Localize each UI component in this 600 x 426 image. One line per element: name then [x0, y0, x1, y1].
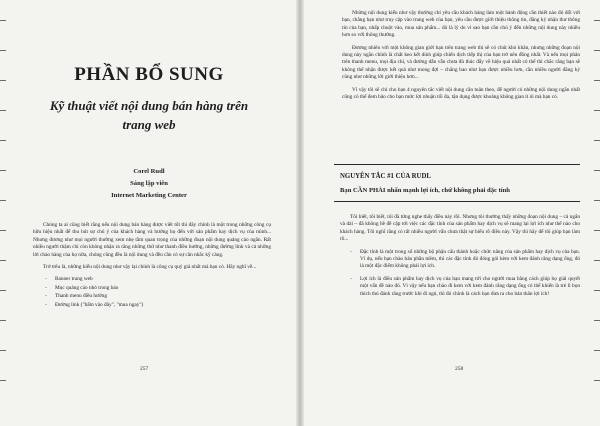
principle-block [340, 172, 580, 196]
edge-mark [0, 320, 6, 321]
edge-mark [594, 230, 600, 231]
edge-mark [0, 350, 6, 351]
edge-mark [594, 80, 600, 81]
principle-heading: NGUYÊN TẮC #1 CỦA RUDL [340, 173, 431, 180]
edge-mark [594, 290, 600, 291]
edge-mark [0, 140, 6, 141]
edge-mark [594, 50, 600, 51]
edge-mark [0, 200, 6, 201]
edge-mark [594, 110, 600, 111]
edge-mark [0, 170, 6, 171]
right-page [302, 0, 600, 426]
paragraph: Đương nhiên với một không gian giới hạn trên trang web thì sẽ có chút khó khăn, nhưng những đoạn nội dung này ngắn chính là chất keo kết dính giúp chiến dịch tiếp thị của bạn trở nên đồng nhất. Và nếu mọi phân trên thanh menu, mọi địa chỉ, và đường dẫn vẫn chưa đủ thúc đẩy về hiệu quả nhất có thể thì chắc rằng bạn sẽ không thể nhận được kết quả như mong đợi – chẳng bao như bạn được nhiều hơn, cần nhiều người đăng ký cũng như những lời giới thiệu hơn... [342, 44, 580, 81]
author-org: Internet Marketing Center [111, 192, 187, 199]
list-item: - Đường link ("bấm vào đây", "mua ngay") [45, 302, 271, 309]
author-role: Sáng lập viên [130, 180, 168, 187]
edge-mark [594, 320, 600, 321]
list-item: - Lợi ích là điều sản phẩm hay dịch vụ của bạn mang tới cho người mua bằng cách giúp họ giải quyết một vấn đề nào đó. Vì vậy nếu bạn chào đi kem với kem đánh răng dạng ống có thể khiến là trẻ lì bọn thích thú đánh răng trước khi đi ngủ, thì đó chính là cách bạn đưa ra cho bản thân lợi ích! [350, 276, 580, 298]
edge-mark [0, 20, 6, 21]
paragraph: Trở trêu là, những kiểu nội dung như vậy lại chính là công cụ quý giá nhất mà bạn có. Hãy nghĩ về... [43, 264, 257, 271]
definitions-list [340, 249, 580, 298]
examples-list [33, 276, 271, 309]
author-block [0, 166, 298, 202]
right-body-text [340, 214, 580, 303]
section-subtitle: Kỹ thuật viết nội dung bán hàng trên trang web [49, 98, 249, 132]
edge-mark [594, 140, 600, 141]
rule-bottom [334, 201, 580, 202]
left-edge-marks [0, 20, 10, 410]
right-top-text [342, 10, 580, 106]
edge-mark [0, 290, 6, 291]
edge-mark [594, 200, 600, 201]
list-item: - Đặc tính là một trong số những bộ phận cấu thành hoặc chức năng của sản phẩm hay dịch vụ của bạn. Ví dụ, nếu bạn chào bán phần mềm, thì các đặc tính đó đóng gói kèm với kem đánh răng dạng ống, đó là một đặc điểm không phải lợi ích. [350, 249, 580, 271]
left-body-text [33, 222, 271, 310]
page-number-right: 258 [455, 366, 464, 372]
paragraph: Chúng ta ai cũng biết rằng nếu nội dung bán hàng được viết tốt thì đây chính là một trong những công cụ hữu hiệu nhất để thu hút sự chú ý của khách hàng và hướng họ đến với sản phẩm hay dịch vụ của mình... Nhưng đương như mọi người thường xem nhẹ tầm quan trọng của những đoạn nội dung quảng cáo ngắn. Rất nhiều người thậm chí còn không nhận ra rằng những thứ như thanh điều hướng, những đường link và cả những lời chào hàng của họ nữa, chúng cũng đều là nội dung và đều cần có sự cân nhắc kỹ càng. [33, 222, 271, 258]
principle-subheading: Bạn CẦN PHẢI nhấn mạnh lợi ích, chứ không phải đặc tính [340, 187, 510, 194]
right-edge-marks [590, 20, 600, 410]
section-title: PHẦN BỔ SUNG [74, 64, 224, 85]
edge-mark [0, 80, 6, 81]
edge-mark [594, 260, 600, 261]
edge-mark [0, 110, 6, 111]
author-name: Corel Rudl [133, 168, 165, 175]
edge-mark [0, 230, 6, 231]
list-item: - Thanh menu điều hướng [45, 293, 271, 300]
edge-mark [0, 50, 6, 51]
edge-mark [0, 260, 6, 261]
rule-top [334, 164, 580, 165]
edge-mark [594, 170, 600, 171]
list-item: - Mục quảng cáo nhỏ trong báo [45, 285, 271, 292]
edge-mark [594, 350, 600, 351]
paragraph: Tôi biết, tôi biết, tôi đã từng nghe thấy điều này rồi. Nhưng tôi thường thấy những đoạn nội dung – cả ngắn và dài – đã không hề đề cập tới việc các đặc tính của sản phẩm hay dịch vụ sẽ mang lại lợi ích như thế nào cho khách hàng. Tôi nghĩ rằng có rất nhiều người vẫn chưa thật sự hiểu rõ điều này. Vậy thì hãy để tôi giúp bạn làm rõ... [340, 214, 580, 243]
left-page [0, 0, 298, 426]
edge-mark [594, 380, 600, 381]
paragraph: Những nội dung kiểu như vậy thường chỉ yêu cầu khách hàng làm một hành động cần thiết nào đó đối với bạn, chẳng hạn như truy cập vào trang web của bạn, yêu cầu được giới thiệu thông tin, đăng ký nhận thư thông tin của bạn, nhấp chuột vào, mua sản phẩm... đó là lý do vì sao bạn cần chú ý đến những nội dung này nhiều hơn so với thông thường. [342, 10, 580, 39]
edge-mark [594, 20, 600, 21]
book-gutter [296, 0, 304, 426]
paragraph: Vì vậy tôi sẽ chỉ cho bạn 4 nguyên tắc viết nội dung cần tuân theo, để người có những nội dung ngắn nhất cũng có thể đem bảo cho bạn mức lợi nhuận tối đa, tận dụng được khoảng không gian ít ỏi mà bạn có. [342, 86, 580, 101]
list-item: - Banner trang web [45, 276, 271, 283]
page-number-left: 257 [140, 366, 149, 372]
edge-mark [0, 380, 6, 381]
